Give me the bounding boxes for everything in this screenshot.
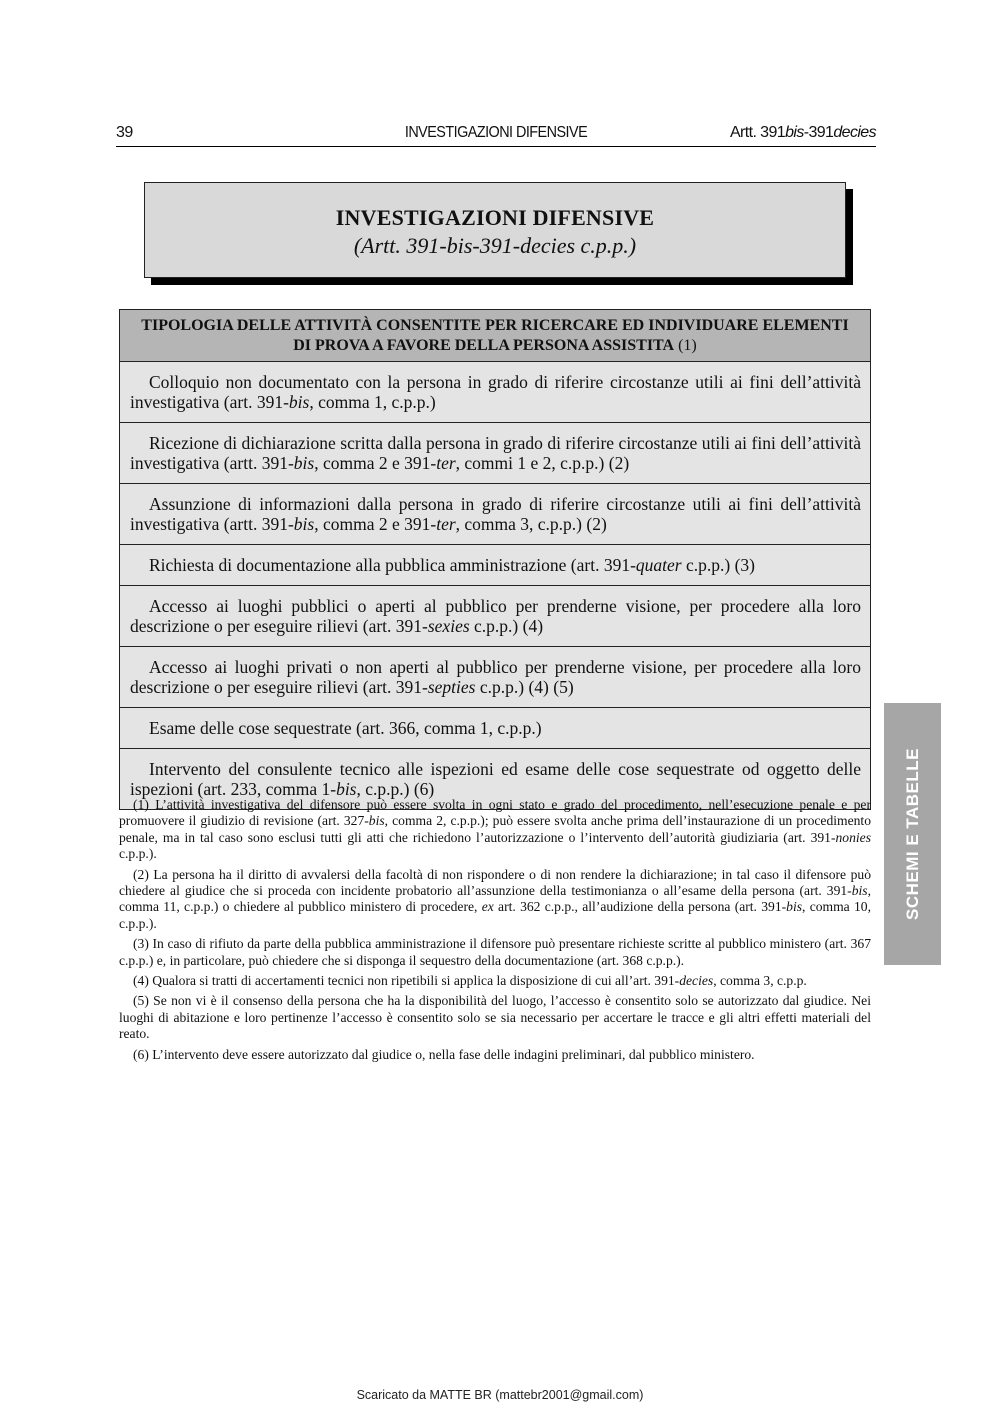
download-footer: Scaricato da MATTE BR (mattebr2001@gmail.com) xyxy=(356,1388,644,1402)
footnotes xyxy=(119,797,871,1067)
activities-table xyxy=(119,309,871,810)
table-row: Richiesta di documentazione alla pubblica amministrazione (art. 391-quater c.p.p.) (3) xyxy=(120,545,870,586)
title-box xyxy=(144,182,846,278)
table-row: Esame delle cose sequestrate (art. 366, comma 1, c.p.p.) xyxy=(120,708,870,749)
footnote: (5) Se non vi è il consenso della persona che ha la disponibilità del luogo, l’accesso è consentito solo se autorizzato dal giudice. Nei luoghi di abitazione e loro pertinenze l’accesso è consentito solo se sia necessario per accertare le tracce e gli altri effetti materiali del reato. xyxy=(119,993,871,1042)
table-row: Ricezione di dichiarazione scritta dalla persona in grado di riferire circostanze utili ai fini dell’attività investigativa (artt. 391-bis, comma 2 e 391-ter, commi 1 e 2, c.p.p.) (2) xyxy=(120,423,870,484)
table-row: Accesso ai luoghi privati o non aperti al pubblico per prenderne visione, per procedere alla loro descrizione o per eseguire rilievi (art. 391-septies c.p.p.) (4) (5) xyxy=(120,647,870,708)
footnote: (2) La persona ha il diritto di avvalersi della facoltà di non rispondere o di non rendere la dichiarazione; in tal caso il difensore può chiedere al giudice che si proceda con incidente probatorio all’assunzione della testimonianza o all’esame della persona (art. 391-bis, comma 11, c.p.p.) o chiedere al pubblico ministero di procedere, ex art. 362 c.p.p., all’audizione della persona (art. 391-bis, comma 10, c.p.p.). xyxy=(119,866,871,931)
footnote: (3) In caso di rifiuto da parte della pubblica amministrazione il difensore può presentare richieste scritte al pubblico ministero (art. 367 c.p.p.) e, in particolare, può chiedere che si disponga il sequestro della documentazione (art. 368 c.p.p.). xyxy=(119,936,871,968)
section-side-tab xyxy=(884,703,941,965)
table-header: TIPOLOGIA DELLE ATTIVITÀ CONSENTITE PER RICERCARE ED INDIVIDUARE ELEMENTI DI PROVA A FAVORE DELLA PERSONA ASSISTITA (1) xyxy=(120,310,870,362)
table-row: Assunzione di informazioni dalla persona in grado di riferire circostanze utili ai fini dell’attività investigativa (artt. 391-bis, comma 2 e 391-ter, comma 3, c.p.p.) (2) xyxy=(120,484,870,545)
box-title: INVESTIGAZIONI DIFENSIVE xyxy=(335,205,655,230)
footnote: (4) Qualora si tratti di accertamenti tecnici non ripetibili si applica la disposizione di cui all’art. 391-decies, comma 3, c.p.p. xyxy=(133,973,807,989)
footnote: (1) L’attività investigativa del difensore può essere svolta in ogni stato e grado del procedimento, nell’esecuzione penale e per promuovere il giudizio di revisione (art. 327-bis, comma 2, c.p.p.); può essere svolta anche prima dell’instaurazione di un procedimento penale, ma in tal caso sono esclusi tutti gli atti che richiedono l’autorizzazione o l’intervento dell’autorità giudiziaria (art. 391-nonies c.p.p.). xyxy=(119,797,871,862)
table-row: Colloquio non documentato con la persona in grado di riferire circostanze utili ai fini dell’attività investigativa (art. 391-bis, comma 1, c.p.p.) xyxy=(120,362,870,423)
side-tab-label: SCHEMI E TABELLE xyxy=(902,747,922,921)
table-row: Accesso ai luoghi pubblici o aperti al pubblico per prenderne visione, per procedere alla loro descrizione o per eseguire rilievi (art. 391-sexies c.p.p.) (4) xyxy=(120,586,870,647)
running-articles: Artt. 391bis-391decies xyxy=(729,124,876,141)
table-row: Intervento del consulente tecnico alle ispezioni ed esame delle cose sequestrate od oggetto delle ispezioni (art. 233, comma 1-bis, c.p.p.) (6) xyxy=(120,749,870,809)
running-title: INVESTIGAZIONI DIFENSIVE xyxy=(404,124,588,141)
running-header xyxy=(116,120,876,147)
footnote: (6) L’intervento deve essere autorizzato dal giudice o, nella fase delle indagini preliminari, dal pubblico ministero. xyxy=(133,1046,755,1062)
page-number: 39 xyxy=(116,124,133,141)
box-subtitle: (Artt. 391-bis-391-decies c.p.p.) xyxy=(353,233,637,258)
